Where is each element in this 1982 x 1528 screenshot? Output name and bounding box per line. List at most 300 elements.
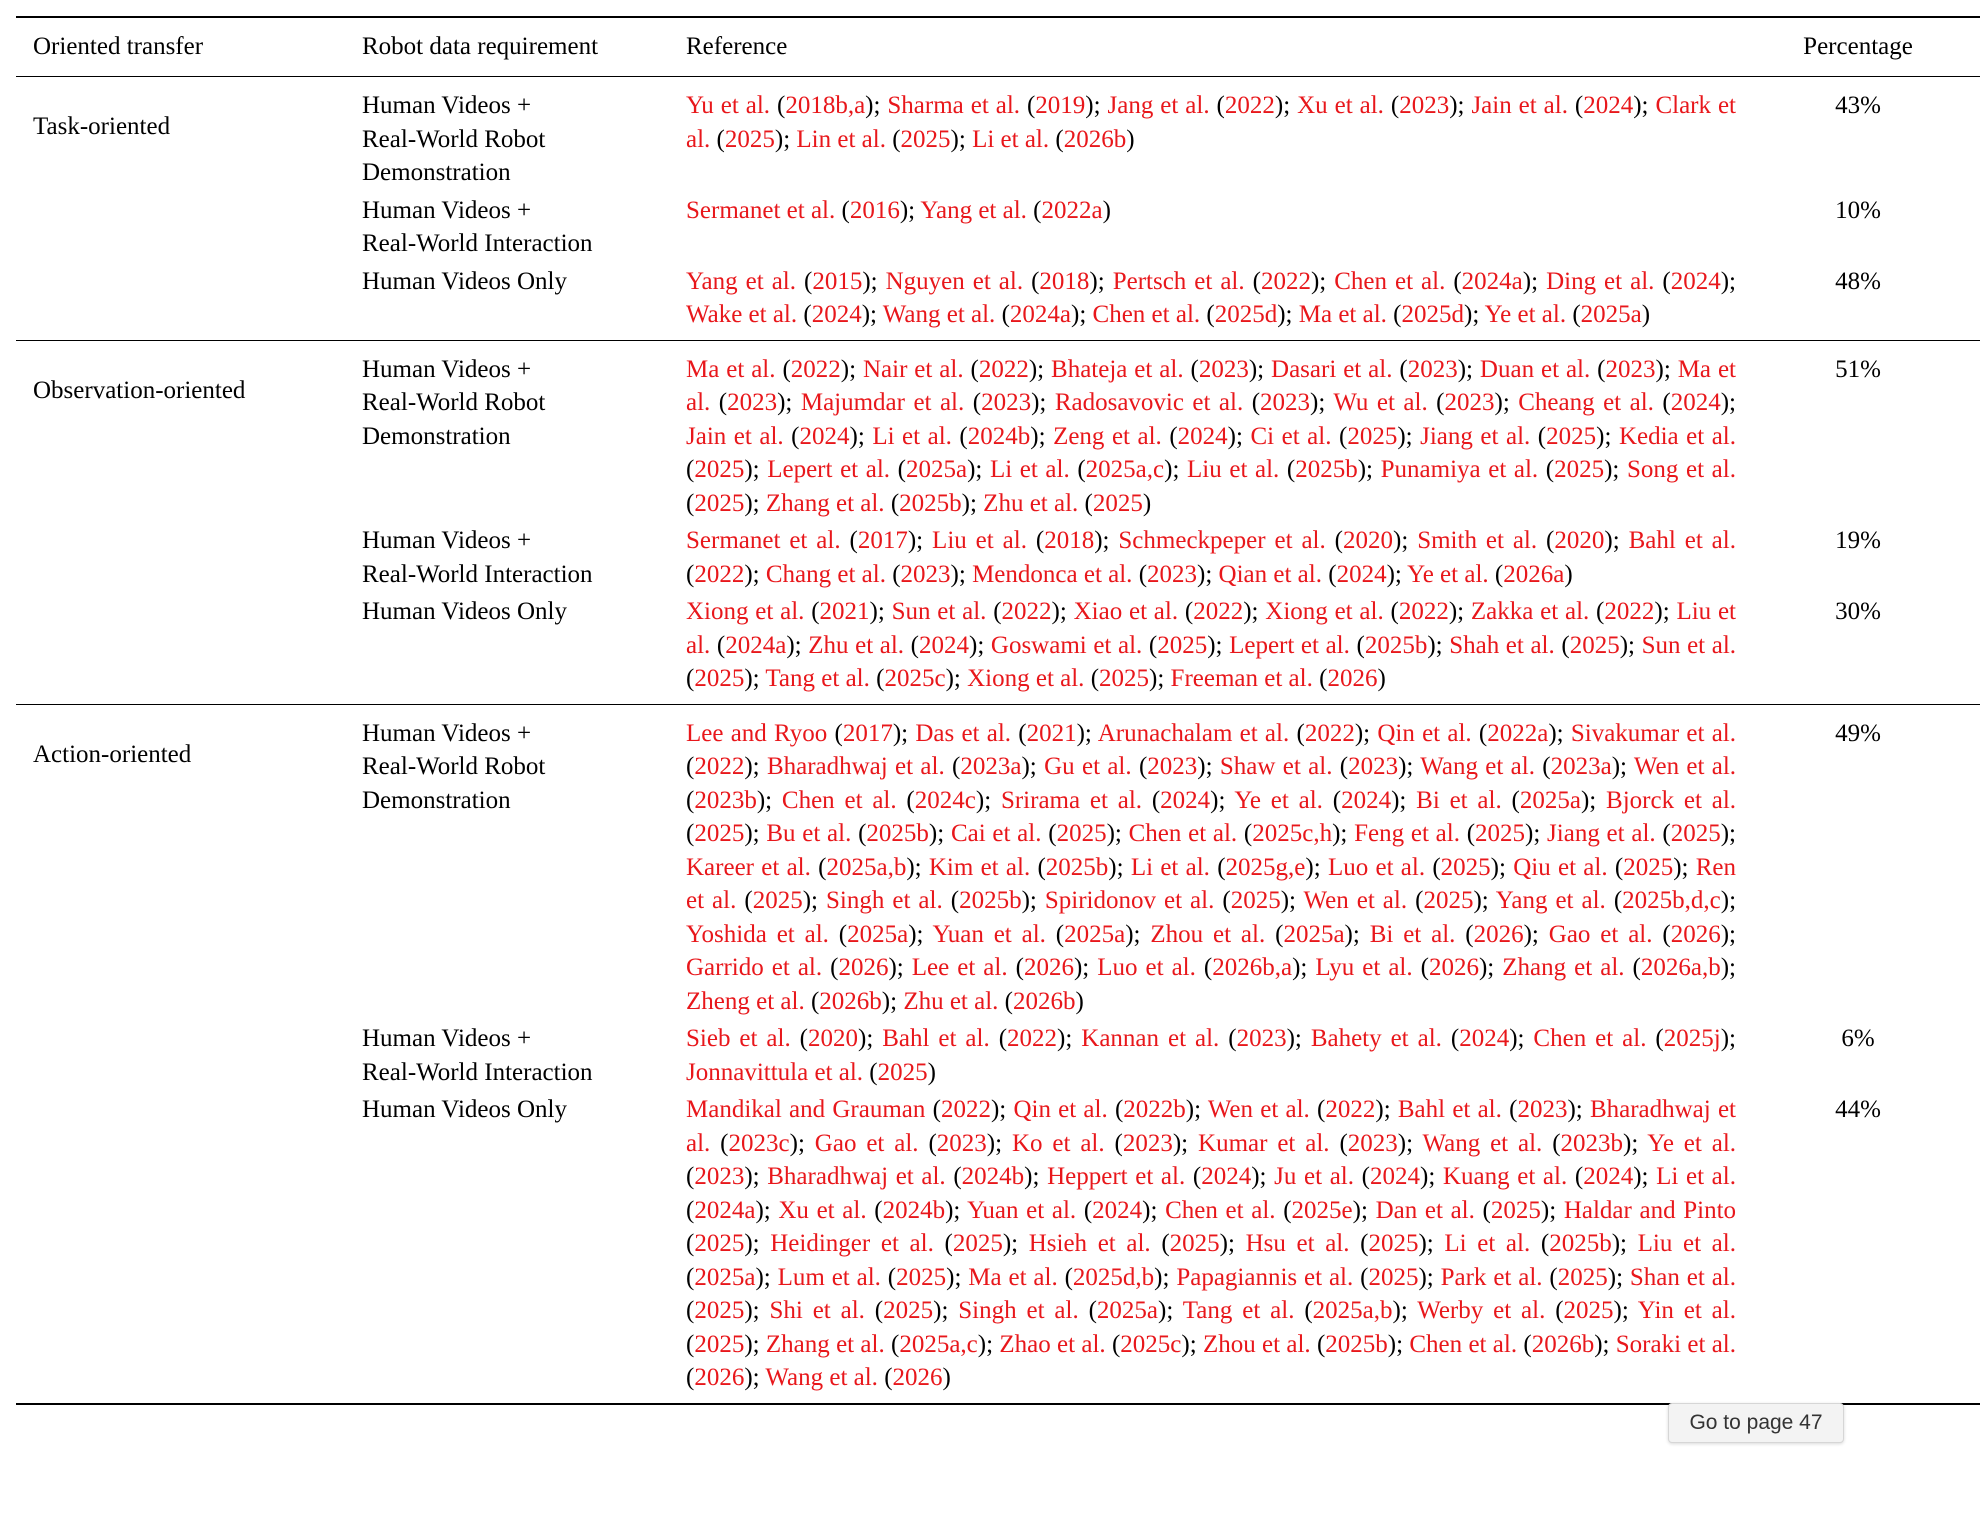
citation-year-link[interactable]: 2024 [1370,1163,1420,1190]
citation-year-link[interactable]: 2026a,b [1640,954,1721,981]
citation-author-link[interactable]: Sun et al. [1641,631,1737,659]
citation-author-link[interactable]: Yuan et al. [932,920,1046,948]
citation-author-link[interactable]: Tang et al. [765,665,870,692]
citation-year-link[interactable]: 2022 [1224,92,1275,119]
citation-year-link[interactable]: 2022 [1325,1096,1376,1123]
citation-year-link[interactable]: 2022 [790,355,841,383]
citation-author-link[interactable]: Srirama et al. [1000,786,1143,814]
citation-author-link[interactable]: Ma et al. [1298,301,1387,328]
citation-year-link[interactable]: 2024c [914,786,976,814]
citation-year-link[interactable]: 2025 [694,1230,745,1257]
citation-year-link[interactable]: 2025 [694,1330,745,1358]
citation-year-link[interactable]: 2025 [1546,422,1597,450]
go-to-page-tooltip[interactable]: Go to page 47 [1668,1403,1844,1443]
citation-year-link[interactable]: 2025 [1475,820,1526,847]
citation-author-link[interactable]: Gao et al. [1548,920,1653,948]
citation-author-link[interactable]: Sun et al. [891,598,987,625]
citation-year-link[interactable]: 2022a [1487,719,1549,747]
citation-author-link[interactable]: Zhang et al. [765,489,885,517]
citation-year-link[interactable]: 2022 [694,560,745,588]
citation-author-link[interactable]: Mandikal and Grauman [686,1096,926,1123]
citation-author-link[interactable]: Jain et al. [1471,92,1568,119]
citation-author-link[interactable]: Li et al. [1130,853,1210,881]
citation-year-link[interactable]: 2025 [1423,887,1474,914]
citation-year-link[interactable]: 2023 [727,389,778,416]
citation-year-link[interactable]: 2025 [752,887,803,914]
citation-year-link[interactable]: 2022 [1398,598,1449,625]
citation-year-link[interactable]: 2024b [961,1163,1025,1190]
citation-year-link[interactable]: 2025b,d,c [1622,887,1721,914]
citation-year-link[interactable]: 2025a,c [899,1330,978,1358]
citation-author-link[interactable]: Werby et al. [1417,1297,1546,1324]
citation-year-link[interactable]: 2022 [978,355,1029,383]
citation-author-link[interactable]: Ci et al. [1250,422,1332,450]
citation-author-link[interactable]: Wu et al. [1333,389,1428,416]
citation-author-link[interactable]: Bahety et al. [1310,1025,1442,1052]
citation-author-link[interactable]: Xiong et al. [686,598,805,625]
citation-year-link[interactable]: 2025d [1214,301,1278,328]
citation-year-link[interactable]: 2024 [1201,1163,1252,1190]
citation-author-link[interactable]: Wang et al. [1420,753,1535,780]
citation-author-link[interactable]: Bahl et al. [882,1025,990,1052]
citation-year-link[interactable]: 2025 [900,125,951,153]
citation-author-link[interactable]: Sermanet et al. [686,527,841,554]
citation-author-link[interactable]: Majumdar et al. [800,389,965,416]
citation-author-link[interactable]: Qian et al. [1218,560,1322,588]
citation-author-link[interactable]: Lepert et al. [1229,631,1350,659]
citation-author-link[interactable]: Ju et al. [1274,1163,1355,1190]
citation-year-link[interactable]: 2025 [1347,422,1398,450]
citation-year-link[interactable]: 2025 [1099,665,1150,692]
citation-author-link[interactable]: Zhu et al. [903,987,999,1015]
citation-author-link[interactable]: Zhou et al. [1150,920,1266,948]
citation-year-link[interactable]: 2025c [1120,1330,1182,1358]
citation-author-link[interactable]: Lepert et al. [767,456,891,483]
citation-author-link[interactable]: Luo et al. [1097,954,1196,981]
citation-year-link[interactable]: 2024 [1336,560,1387,588]
citation-year-link[interactable]: 2024a [1009,301,1071,328]
citation-year-link[interactable]: 2025 [1230,887,1281,914]
citation-author-link[interactable]: Soraki et al. [1615,1330,1736,1358]
citation-author-link[interactable]: Liu et al. [1187,456,1280,483]
citation-author-link[interactable]: Singh et al. [826,887,943,914]
citation-year-link[interactable]: 2026 [694,1364,745,1391]
citation-author-link[interactable]: Qiu et al. [1513,853,1608,881]
citation-author-link[interactable]: Chen et al. [1533,1025,1647,1052]
citation-year-link[interactable]: 2026b [1013,987,1076,1015]
citation-author-link[interactable]: Chen et al. [1409,1330,1518,1358]
citation-year-link[interactable]: 2025 [1368,1263,1419,1291]
citation-year-link[interactable]: 2025b [1045,853,1109,881]
citation-author-link[interactable]: Xu et al. [1297,92,1384,119]
citation-author-link[interactable]: Ko et al. [1011,1129,1105,1157]
citation-author-link[interactable]: Chang et al. [765,560,886,588]
citation-author-link[interactable]: Bharadhwaj et al. [766,753,945,780]
citation-author-link[interactable]: Li et al. [872,422,952,450]
citation-author-link[interactable]: Chen et al. [781,786,897,814]
citation-year-link[interactable]: 2023b [1560,1129,1624,1157]
citation-year-link[interactable]: 2022b [1123,1096,1186,1123]
citation-year-link[interactable]: 2023c [728,1129,790,1157]
citation-author-link[interactable]: Jiang et al. [1547,820,1656,847]
citation-author-link[interactable]: Sharma et al. [887,92,1021,119]
citation-year-link[interactable]: 2023 [1147,560,1198,588]
citation-author-link[interactable]: Freeman et al. [1170,665,1313,692]
citation-year-link[interactable]: 2025a,c [1085,456,1165,483]
citation-year-link[interactable]: 2025 [877,1058,928,1086]
citation-author-link[interactable]: Lin et al. [796,125,886,153]
citation-year-link[interactable]: 2025 [883,1297,934,1324]
citation-author-link[interactable]: Chen et al. [1128,820,1238,847]
citation-year-link[interactable]: 2023 [1198,355,1249,383]
citation-year-link[interactable]: 2025 [1554,456,1605,483]
citation-year-link[interactable]: 2025 [1623,853,1674,881]
citation-year-link[interactable]: 2020 [1343,527,1393,554]
citation-year-link[interactable]: 2023 [694,1163,745,1190]
citation-year-link[interactable]: 2025a,b [826,853,907,881]
citation-year-link[interactable]: 2018 [1039,267,1090,295]
citation-author-link[interactable]: Zhang et al. [765,1330,885,1358]
citation-year-link[interactable]: 2025g,e [1225,853,1306,881]
citation-year-link[interactable]: 2025 [1056,820,1107,847]
citation-author-link[interactable]: Li et al. [1444,1230,1531,1257]
citation-year-link[interactable]: 2025 [694,456,745,483]
citation-author-link[interactable]: Ma et al. [686,355,776,383]
citation-year-link[interactable]: 2025 [1368,1230,1419,1257]
citation-year-link[interactable]: 2024 [1160,786,1211,814]
citation-year-link[interactable]: 2025 [1557,1263,1608,1291]
citation-year-link[interactable]: 2025 [694,820,745,847]
citation-author-link[interactable]: Wen et al. [1303,887,1408,914]
citation-year-link[interactable]: 2017 [842,719,893,747]
citation-year-link[interactable]: 2023b [694,786,757,814]
citation-author-link[interactable]: Liu et al. [1637,1230,1736,1257]
citation-author-link[interactable]: Yin et al. [1637,1297,1736,1324]
citation-author-link[interactable]: Smith et al. [1417,527,1538,554]
citation-year-link[interactable]: 2016 [849,196,900,224]
citation-year-link[interactable]: 2024 [1670,389,1721,416]
citation-author-link[interactable]: Haldar and Pinto [1563,1196,1737,1224]
citation-year-link[interactable]: 2025b [1364,631,1428,659]
citation-year-link[interactable]: 2023 [936,1129,987,1157]
citation-author-link[interactable]: Liu et al. [932,527,1027,554]
citation-year-link[interactable]: 2019 [1035,92,1086,119]
citation-year-link[interactable]: 2024 [919,631,969,659]
citation-author-link[interactable]: Wang et al. [882,301,996,328]
citation-author-link[interactable]: Chen et al. [1165,1196,1276,1224]
citation-author-link[interactable]: Zheng et al. [686,987,805,1015]
citation-author-link[interactable]: Yuan et al. [967,1196,1077,1224]
citation-author-link[interactable]: Zhou et al. [1202,1330,1311,1358]
citation-author-link[interactable]: Arunachalam et al. [1097,719,1290,747]
citation-author-link[interactable]: Dasari et al. [1271,355,1393,383]
citation-year-link[interactable]: 2025a [847,920,909,948]
citation-year-link[interactable]: 2025e [1291,1196,1353,1224]
citation-year-link[interactable]: 2025 [896,1263,947,1291]
citation-author-link[interactable]: Kim et al. [928,853,1031,881]
citation-author-link[interactable]: Clark et al. [686,92,1737,153]
citation-year-link[interactable]: 2023 [1348,753,1399,780]
citation-author-link[interactable]: Ye et al. [1407,560,1489,588]
citation-year-link[interactable]: 2025 [1569,631,1620,659]
citation-author-link[interactable]: Shah et al. [1449,631,1555,659]
citation-year-link[interactable]: 2026 [1428,954,1479,981]
citation-year-link[interactable]: 2024 [1583,1163,1634,1190]
citation-author-link[interactable]: Lum et al. [777,1263,881,1291]
citation-author-link[interactable]: Pertsch et al. [1112,267,1245,295]
citation-year-link[interactable]: 2025c [884,665,946,692]
citation-year-link[interactable]: 2022a [1041,196,1103,224]
citation-author-link[interactable]: Xiao et al. [1073,598,1179,625]
citation-year-link[interactable]: 2024 [1092,1196,1143,1224]
citation-author-link[interactable]: Lee and Ryoo [686,719,828,747]
citation-author-link[interactable]: Zakka et al. [1470,598,1590,625]
citation-author-link[interactable]: Jiang et al. [1420,422,1531,450]
citation-year-link[interactable]: 2025 [724,125,775,153]
citation-author-link[interactable]: Dan et al. [1375,1196,1475,1224]
citation-year-link[interactable]: 2026b,a [1212,954,1293,981]
citation-author-link[interactable]: Zhu et al. [983,489,1079,517]
citation-author-link[interactable]: Yoshida et al. [686,920,829,948]
citation-year-link[interactable]: 2024 [1670,267,1721,295]
citation-year-link[interactable]: 2022 [1193,598,1244,625]
citation-author-link[interactable]: Bi et al. [1416,786,1502,814]
citation-author-link[interactable]: Kareer et al. [686,853,811,881]
citation-author-link[interactable]: Zeng et al. [1053,422,1162,450]
citation-year-link[interactable]: 2022 [1604,598,1655,625]
citation-year-link[interactable]: 2026 [1670,920,1721,948]
citation-year-link[interactable]: 2024a [1461,267,1523,295]
citation-author-link[interactable]: Sieb et al. [686,1025,791,1052]
citation-year-link[interactable]: 2025a [905,456,968,483]
citation-year-link[interactable]: 2023 [1399,92,1450,119]
citation-year-link[interactable]: 2023a [960,753,1022,780]
citation-author-link[interactable]: Cheang et al. [1518,389,1654,416]
citation-year-link[interactable]: 2020 [808,1025,859,1052]
citation-author-link[interactable]: Luo et al. [1327,853,1426,881]
citation-year-link[interactable]: 2023 [1517,1096,1568,1123]
citation-year-link[interactable]: 2024 [1459,1025,1510,1052]
citation-year-link[interactable]: 2025 [952,1230,1003,1257]
citation-author-link[interactable]: Li et al. [989,456,1070,483]
citation-author-link[interactable]: Nair et al. [862,355,964,383]
citation-author-link[interactable]: Gu et al. [1044,753,1132,780]
citation-author-link[interactable]: Goswami et al. [990,631,1143,659]
citation-year-link[interactable]: 2025b [1549,1230,1612,1257]
citation-author-link[interactable]: Kuang et al. [1442,1163,1568,1190]
citation-author-link[interactable]: Xiong et al. [967,665,1085,692]
citation-author-link[interactable]: Gao et al. [814,1129,919,1157]
citation-year-link[interactable]: 2026b [1531,1330,1595,1358]
citation-author-link[interactable]: Garrido et al. [686,954,823,981]
citation-author-link[interactable]: Chen et al. [1092,301,1201,328]
citation-year-link[interactable]: 2025 [1670,820,1721,847]
citation-year-link[interactable]: 2024b [882,1196,946,1224]
citation-year-link[interactable]: 2023 [1147,753,1198,780]
citation-author-link[interactable]: Jang et al. [1107,92,1210,119]
citation-author-link[interactable]: Wen et al. [1633,753,1737,780]
citation-author-link[interactable]: Shi et al. [769,1297,865,1324]
citation-year-link[interactable]: 2026a [1503,560,1565,588]
citation-year-link[interactable]: 2022 [1001,598,1052,625]
citation-author-link[interactable]: Heppert et al. [1047,1163,1186,1190]
citation-author-link[interactable]: Li et al. [972,125,1050,153]
citation-year-link[interactable]: 2023 [981,389,1032,416]
citation-year-link[interactable]: 2025a,b [1312,1297,1393,1324]
citation-year-link[interactable]: 2022 [694,753,745,780]
citation-author-link[interactable]: Qin et al. [1377,719,1472,747]
citation-year-link[interactable]: 2025 [1563,1297,1614,1324]
citation-year-link[interactable]: 2023 [1605,355,1656,383]
citation-author-link[interactable]: Zhao et al. [999,1330,1106,1358]
citation-author-link[interactable]: Chen et al. [1334,267,1446,295]
citation-author-link[interactable]: Ma et al. [686,355,1736,416]
citation-year-link[interactable]: 2025 [1169,1230,1220,1257]
citation-author-link[interactable]: Lee et al. [911,954,1008,981]
citation-year-link[interactable]: 2023 [1444,389,1495,416]
citation-author-link[interactable]: Xu et al. [778,1196,867,1224]
citation-year-link[interactable]: 2025a [694,1263,756,1291]
citation-author-link[interactable]: Wang et al. [1422,1129,1543,1157]
citation-year-link[interactable]: 2025a [1283,920,1345,948]
citation-year-link[interactable]: 2015 [812,267,863,295]
citation-author-link[interactable]: Yu et al. [686,92,771,119]
citation-year-link[interactable]: 2022 [1260,267,1311,295]
citation-author-link[interactable]: Bi et al. [1369,920,1456,948]
citation-author-link[interactable]: Shan et al. [1629,1263,1736,1291]
citation-author-link[interactable]: Duan et al. [1479,355,1591,383]
citation-author-link[interactable]: Zhu et al. [808,631,905,659]
citation-year-link[interactable]: 2025 [1157,631,1208,659]
citation-author-link[interactable]: Yang et al. [920,196,1027,224]
citation-year-link[interactable]: 2022 [1007,1025,1058,1052]
citation-author-link[interactable]: Sermanet et al. [686,196,836,224]
citation-year-link[interactable]: 2025b [1295,456,1358,483]
citation-year-link[interactable]: 2025b [1325,1330,1388,1358]
citation-year-link[interactable]: 2024 [811,301,862,328]
citation-author-link[interactable]: Jonnavittula et al. [686,1058,864,1086]
citation-author-link[interactable]: Cai et al. [950,820,1042,847]
citation-year-link[interactable]: 2024 [1177,422,1228,450]
citation-year-link[interactable]: 2025 [694,1297,745,1324]
citation-year-link[interactable]: 2025 [694,665,745,692]
citation-author-link[interactable]: Wen et al. [1207,1096,1310,1123]
citation-author-link[interactable]: Ren et al. [686,853,1737,914]
citation-author-link[interactable]: Mendonca et al. [972,560,1133,588]
citation-author-link[interactable]: Feng et al. [1354,820,1460,847]
citation-year-link[interactable]: 2026b [1063,125,1127,153]
citation-author-link[interactable]: Kannan et al. [1081,1025,1220,1052]
citation-author-link[interactable]: Das et al. [915,719,1012,747]
citation-year-link[interactable]: 2023 [1236,1025,1287,1052]
citation-author-link[interactable]: Sivakumar et al. [1570,719,1736,747]
citation-author-link[interactable]: Bu et al. [766,820,852,847]
citation-year-link[interactable]: 2026 [838,954,889,981]
citation-author-link[interactable]: Hsu et al. [1245,1230,1350,1257]
citation-author-link[interactable]: Ye et al. [1484,301,1567,328]
citation-year-link[interactable]: 2025a [1064,920,1126,948]
citation-year-link[interactable]: 2026 [1023,954,1074,981]
citation-year-link[interactable]: 2025 [1440,853,1491,881]
citation-author-link[interactable]: Park et al. [1440,1263,1543,1291]
citation-author-link[interactable]: Ye et al. [1647,1129,1737,1157]
citation-author-link[interactable]: Tang et al. [1182,1297,1295,1324]
citation-year-link[interactable]: 2026 [1327,665,1378,692]
citation-year-link[interactable]: 2024a [725,631,787,659]
citation-author-link[interactable]: Kedia et al. [1618,422,1737,450]
citation-author-link[interactable]: Hsieh et al. [1028,1230,1151,1257]
citation-year-link[interactable]: 2026 [1473,920,1524,948]
citation-year-link[interactable]: 2018 [1044,527,1095,554]
citation-year-link[interactable]: 2023 [900,560,951,588]
citation-year-link[interactable]: 2021 [1026,719,1077,747]
citation-author-link[interactable]: Bhateja et al. [1051,355,1184,383]
citation-author-link[interactable]: Ma et al. [968,1263,1058,1291]
citation-year-link[interactable]: 2024 [799,422,850,450]
citation-author-link[interactable]: Papagiannis et al. [1176,1263,1354,1291]
citation-year-link[interactable]: 2025 [694,489,745,517]
citation-author-link[interactable]: Spiridonov et al. [1044,887,1215,914]
citation-author-link[interactable]: Bharadhwaj et al. [686,1096,1736,1157]
citation-year-link[interactable]: 2025 [1490,1196,1541,1224]
citation-year-link[interactable]: 2020 [1554,527,1605,554]
citation-author-link[interactable]: Qin et al. [1013,1096,1108,1123]
citation-year-link[interactable]: 2024 [1583,92,1634,119]
citation-year-link[interactable]: 2018b,a [785,92,866,119]
citation-year-link[interactable]: 2021 [819,598,870,625]
citation-year-link[interactable]: 2022 [1304,719,1355,747]
citation-author-link[interactable]: Bahl et al. [1628,527,1736,554]
citation-year-link[interactable]: 2025a [1519,786,1581,814]
citation-year-link[interactable]: 2025b [899,489,962,517]
citation-author-link[interactable]: Singh et al. [958,1297,1079,1324]
citation-author-link[interactable]: Shaw et al. [1219,753,1333,780]
citation-year-link[interactable]: 2026 [892,1364,943,1391]
citation-year-link[interactable]: 2025b [959,887,1022,914]
citation-year-link[interactable]: 2023 [1122,1129,1173,1157]
citation-author-link[interactable]: Nguyen et al. [885,267,1024,295]
citation-author-link[interactable]: Kumar et al. [1198,1129,1330,1157]
citation-year-link[interactable]: 2022 [940,1096,991,1123]
citation-year-link[interactable]: 2025c,h [1252,820,1333,847]
citation-year-link[interactable]: 2025j [1663,1025,1721,1052]
citation-author-link[interactable]: Punamiya et al. [1380,456,1539,483]
citation-author-link[interactable]: Liu et al. [686,598,1736,659]
citation-year-link[interactable]: 2024a [694,1196,756,1224]
citation-year-link[interactable]: 2025d [1401,301,1464,328]
citation-author-link[interactable]: Radosavovic et al. [1054,389,1244,416]
citation-year-link[interactable]: 2023a [1550,753,1612,780]
citation-year-link[interactable]: 2025 [1092,489,1143,517]
citation-year-link[interactable]: 2023 [1407,355,1458,383]
citation-author-link[interactable]: Ding et al. [1546,267,1655,295]
citation-author-link[interactable]: Heidinger et al. [770,1230,934,1257]
citation-author-link[interactable]: Song et al. [1627,456,1736,483]
citation-author-link[interactable]: Li et al. [1656,1163,1736,1190]
citation-author-link[interactable]: Bjorck et al. [1606,786,1737,814]
citation-author-link[interactable]: Xiong et al. [1265,598,1384,625]
citation-year-link[interactable]: 2025a [1096,1297,1159,1324]
citation-author-link[interactable]: Jain et al. [686,422,784,450]
citation-year-link[interactable]: 2025a [1580,301,1642,328]
citation-author-link[interactable]: Zhang et al. [1502,954,1625,981]
citation-year-link[interactable]: 2023 [1260,389,1311,416]
citation-author-link[interactable]: Schmeckpeper et al. [1118,527,1326,554]
citation-author-link[interactable]: Bahl et al. [1397,1096,1502,1123]
citation-year-link[interactable]: 2023 [1347,1129,1398,1157]
citation-author-link[interactable]: Lyu et al. [1315,954,1413,981]
citation-author-link[interactable]: Bharadhwaj et al. [767,1163,946,1190]
